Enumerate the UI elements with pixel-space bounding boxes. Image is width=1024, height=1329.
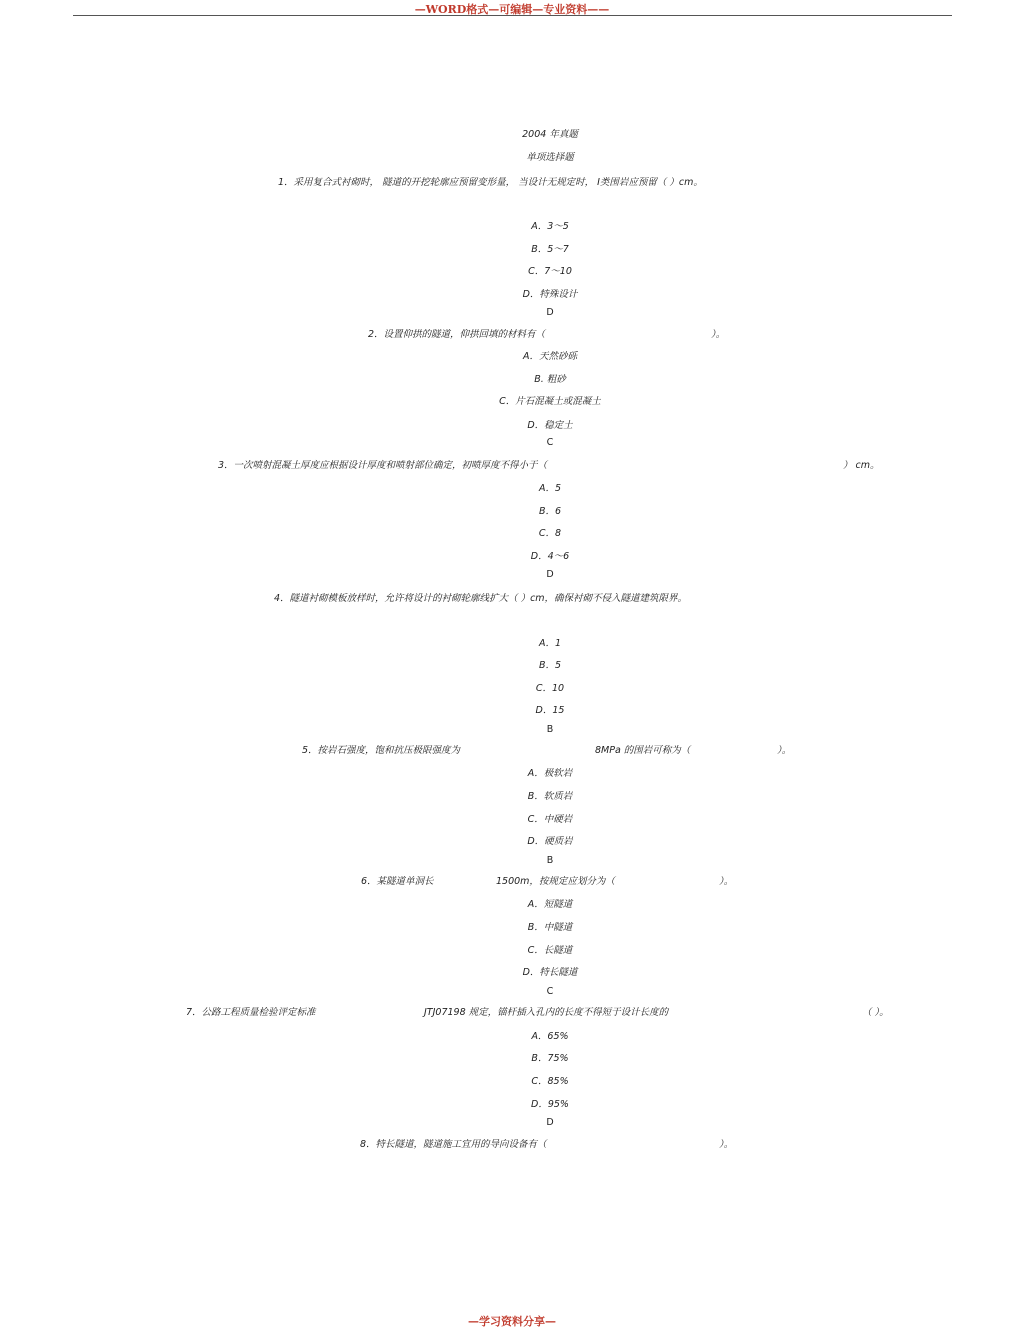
question-5-option-b: B．软质岩: [527, 791, 573, 802]
page-footer: —学习资料分享—: [468, 1315, 556, 1328]
question-7-option-a: A．65%: [531, 1031, 569, 1042]
question-3-answer: D: [546, 569, 554, 580]
document-title: 2004 年真题: [522, 129, 578, 140]
question-4-option-b: B．5: [538, 660, 562, 671]
question-3-text-end: ） cm。: [843, 460, 880, 471]
question-7-answer: D: [546, 1117, 554, 1128]
question-5-text: 5．按岩石强度，饱和抗压极限强度为: [302, 745, 461, 756]
question-2-option-c: C．片石混凝土或混凝土: [499, 396, 601, 407]
question-4-text: 4．隧道衬砌模板放样时，允许将设计的衬砌轮廓线扩大（ ）cm，确保衬砌不侵入隧道建筑限界。: [274, 593, 688, 604]
question-5-answer: B: [546, 855, 554, 866]
question-7-option-d: D．95%: [531, 1099, 569, 1110]
question-8-text-end: ）。: [719, 1139, 734, 1150]
question-6-text: 6．某隧道单洞长: [361, 876, 434, 887]
question-5-option-a: A．极软岩: [527, 768, 573, 779]
question-4-answer: B: [546, 724, 554, 735]
question-5-text-end: ）。: [777, 745, 792, 756]
question-2-text-end: ）。: [711, 329, 726, 340]
section-heading: 单项选择题: [526, 152, 574, 163]
question-3-text: 3．一次喷射混凝土厚度应根据设计厚度和喷射部位确定，初喷厚度不得小于（: [218, 460, 548, 471]
question-7-option-c: C．85%: [531, 1076, 569, 1087]
question-6-option-c: C．长隧道: [527, 945, 573, 956]
question-6-answer: C: [546, 986, 554, 997]
question-3-option-b: B．6: [538, 506, 562, 517]
question-7-text: 7．公路工程质量检验评定标准: [186, 1007, 316, 1018]
question-7-text-end: （ ）。: [862, 1007, 889, 1018]
question-6-option-a: A．短隧道: [527, 899, 573, 910]
question-1-answer: D: [546, 307, 554, 318]
question-2-option-a: A．天然砂砾: [523, 351, 577, 362]
question-1-option-d: D．特殊设计: [522, 289, 578, 300]
question-7-text-mid: JTJ07198 规定，锚杆插入孔内的长度不得短于设计长度的: [424, 1007, 669, 1018]
question-6-option-d: D．特长隧道: [522, 967, 578, 978]
question-1-option-b: B．5～7: [531, 244, 569, 255]
question-1-option-a: A．3～5: [531, 221, 569, 232]
question-2-option-d: D．稳定土: [527, 420, 573, 431]
question-4-option-c: C．10: [535, 683, 565, 694]
question-4-option-a: A．1: [538, 638, 562, 649]
question-5-option-d: D．硬质岩: [527, 836, 573, 847]
question-6-text-end: ）。: [719, 876, 734, 887]
question-7-option-b: B．75%: [531, 1053, 569, 1064]
question-6-option-b: B．中隧道: [527, 922, 573, 933]
question-5-text-mid: 8MPa 的围岩可称为（: [595, 745, 691, 756]
question-5-option-c: C．中硬岩: [527, 814, 573, 825]
question-2-answer: C: [546, 437, 554, 448]
question-8-text: 8．特长隧道，隧道施工宜用的导向设备有（: [360, 1139, 547, 1150]
question-3-option-a: A．5: [538, 483, 562, 494]
question-3-option-d: D．4～6: [530, 551, 570, 562]
page-header: —WORD格式—可编辑—专业资料——: [414, 3, 610, 16]
question-6-text-mid: 1500m，按规定应划分为（: [496, 876, 615, 887]
question-2-option-b: B. 粗砂: [534, 374, 566, 385]
question-1-text: 1．采用复合式衬砌时， 隧道的开挖轮廓应预留变形量， 当设计无规定时， Ⅰ类围岩应预留（ ）cm。: [278, 177, 703, 188]
question-4-option-d: D．15: [535, 705, 565, 716]
header-divider: [73, 15, 952, 16]
question-1-option-c: C．7～10: [528, 266, 572, 277]
question-3-option-c: C．8: [538, 528, 562, 539]
question-2-text: 2．设置仰拱的隧道，仰拱回填的材料有（: [368, 329, 546, 340]
